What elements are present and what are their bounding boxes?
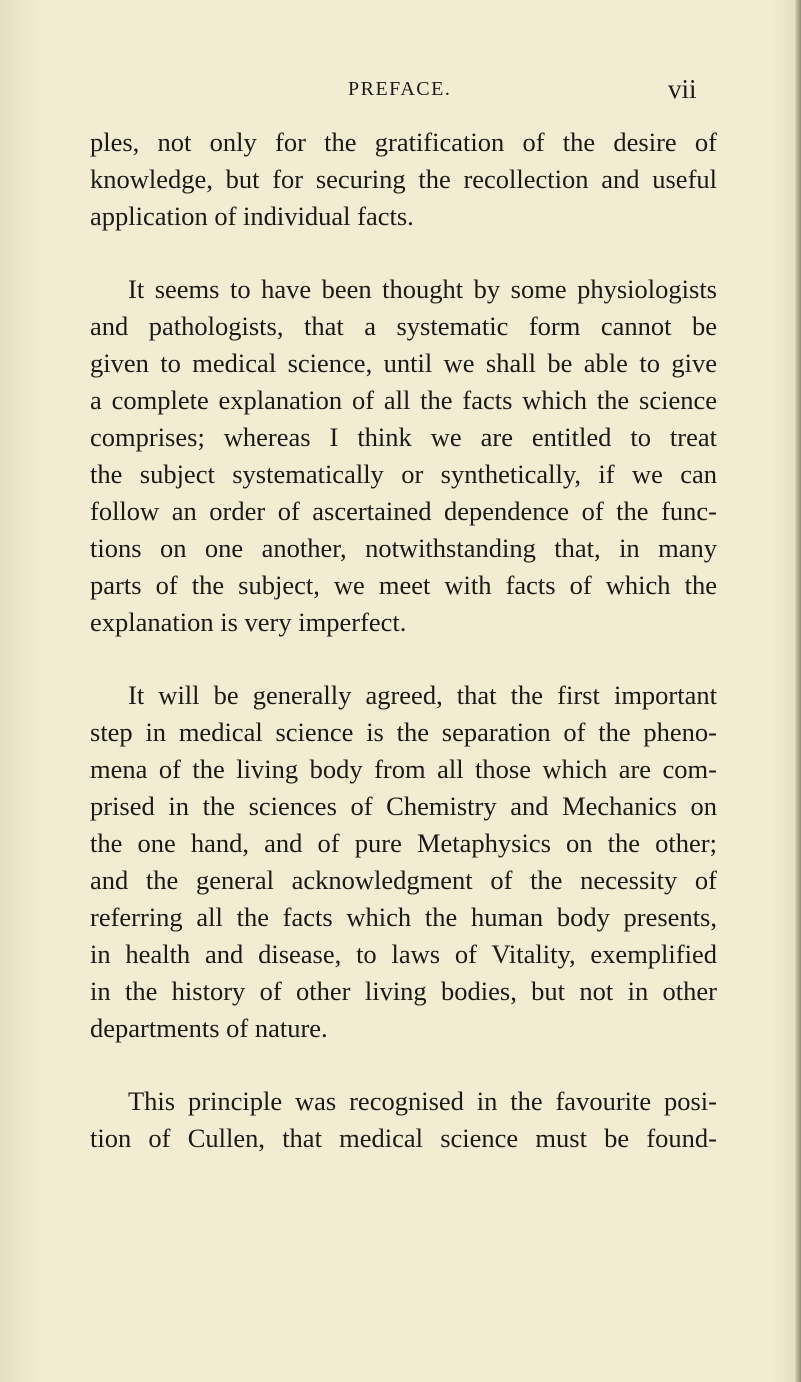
text-line: application of individual facts.: [90, 201, 414, 231]
text-line: It seems to have been thought by some physiologists: [128, 274, 717, 304]
text-line: referring all the facts which the human body presents,: [90, 902, 717, 932]
text-line: in health and disease, to laws of Vitality, exemplified: [90, 939, 717, 969]
paragraph-spacer: [90, 235, 717, 271]
text-line: departments of nature.: [90, 1013, 328, 1043]
text-line: and pathologists, that a systematic form cannot be: [90, 311, 717, 341]
text-line: step in medical science is the separation of the pheno-: [90, 717, 717, 747]
text-line: a complete explanation of all the facts which the science: [90, 385, 717, 415]
text-line: the subject systematically or synthetically, if we can: [90, 459, 717, 489]
text-line: tions on one another, notwithstanding that, in many: [90, 533, 717, 563]
paragraph-1: [90, 124, 717, 235]
paragraph-4: [90, 1083, 717, 1157]
text-line: knowledge, but for securing the recollection and useful: [90, 164, 717, 194]
text-line: comprises; whereas I think we are entitled to treat: [90, 422, 717, 452]
body-text: [90, 124, 717, 1157]
text-line: parts of the subject, we meet with facts of which the: [90, 570, 717, 600]
page-number: vii: [668, 74, 697, 104]
paragraph-2: [90, 271, 717, 641]
text-line: explanation is very imperfect.: [90, 607, 407, 637]
text-line: prised in the sciences of Chemistry and Mechanics on: [90, 791, 717, 821]
page-edge-shadow: [795, 0, 801, 1382]
text-line: and the general acknowledgment of the necessity of: [90, 865, 717, 895]
text-line: ples, not only for the gratification of the desire of: [90, 127, 717, 157]
text-line: in the history of other living bodies, but not in other: [90, 976, 717, 1006]
page-header: [0, 74, 801, 108]
text-line: follow an order of ascertained dependence of the func-: [90, 496, 717, 526]
running-head: PREFACE.: [348, 78, 452, 100]
text-line: It will be generally agreed, that the first important: [128, 680, 717, 710]
text-line: mena of the living body from all those which are com-: [90, 754, 717, 784]
text-line: tion of Cullen, that medical science must be found-: [90, 1123, 717, 1153]
paragraph-spacer: [90, 641, 717, 677]
text-line: given to medical science, until we shall be able to give: [90, 348, 717, 378]
paragraph-spacer: [90, 1047, 717, 1083]
paragraph-3: [90, 677, 717, 1047]
text-line: the one hand, and of pure Metaphysics on the other;: [90, 828, 717, 858]
text-line: This principle was recognised in the favourite posi-: [128, 1086, 717, 1116]
